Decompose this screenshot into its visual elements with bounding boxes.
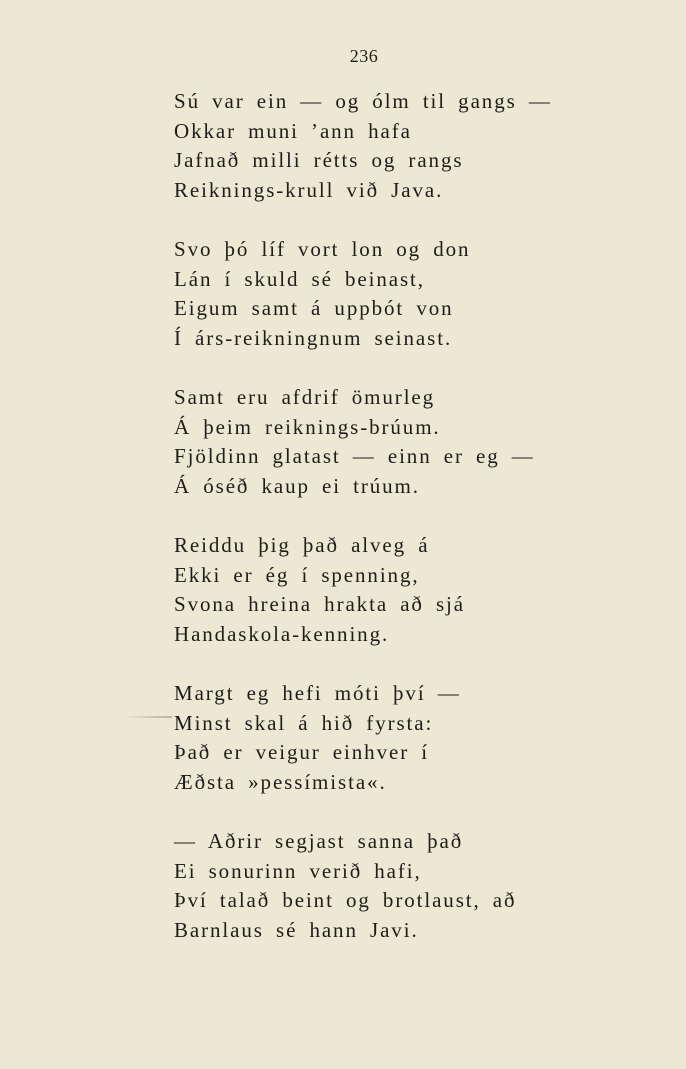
verse-line: Í árs-reikningnum seinast. bbox=[174, 325, 453, 350]
verse-line: Það er veigur einhver í bbox=[174, 740, 429, 764]
verse-line: Eigum samt á uppbót von bbox=[174, 296, 454, 320]
verse-line: Reiknings-krull við Java. bbox=[174, 177, 444, 202]
verse-line: Reiddu þig það alveg á bbox=[174, 533, 430, 557]
verse-line: Á óséð kaup ei trúum. bbox=[174, 473, 420, 498]
stanza-5 bbox=[174, 679, 552, 797]
verse-line: Á þeim reiknings-brúum. bbox=[174, 414, 441, 439]
poem bbox=[174, 87, 552, 975]
verse-line: Okkar muni ’ann hafa bbox=[174, 118, 412, 143]
verse-line: Æðsta »pessímista«. bbox=[174, 769, 387, 794]
verse-line: Ekki er ég í spenning, bbox=[174, 562, 420, 587]
verse-line: Svo þó líf vort lon og don bbox=[174, 237, 471, 261]
verse-line: Svona hreina hrakta að sjá bbox=[174, 592, 465, 616]
verse-line: Samt eru afdrif ömurleg bbox=[174, 385, 436, 409]
page-number: 236 bbox=[349, 46, 379, 66]
paper-smudge bbox=[122, 716, 172, 718]
verse-line: Sú var ein — og ólm til gangs — bbox=[174, 89, 552, 113]
verse-line: Ei sonurinn verið hafi, bbox=[174, 858, 422, 883]
stanza-4 bbox=[174, 531, 552, 649]
stanza-3 bbox=[174, 383, 552, 501]
stanza-1 bbox=[174, 87, 552, 205]
verse-line: Lán í skuld sé beinast, bbox=[174, 266, 425, 291]
verse-line: Því talað beint og brotlaust, að bbox=[174, 888, 517, 912]
stanza-2 bbox=[174, 235, 552, 353]
stanza-6 bbox=[174, 827, 552, 945]
verse-line: — Aðrir segjast sanna það bbox=[174, 829, 464, 853]
verse-line: Jafnað milli rétts og rangs bbox=[174, 148, 464, 172]
verse-line: Minst skal á hið fyrsta: bbox=[174, 710, 434, 735]
verse-line: Margt eg hefi móti því — bbox=[174, 681, 461, 705]
verse-line: Barnlaus sé hann Javi. bbox=[174, 917, 419, 942]
verse-line: Handaskola-kenning. bbox=[174, 621, 390, 646]
verse-line: Fjöldinn glatast — einn er eg — bbox=[174, 444, 535, 468]
